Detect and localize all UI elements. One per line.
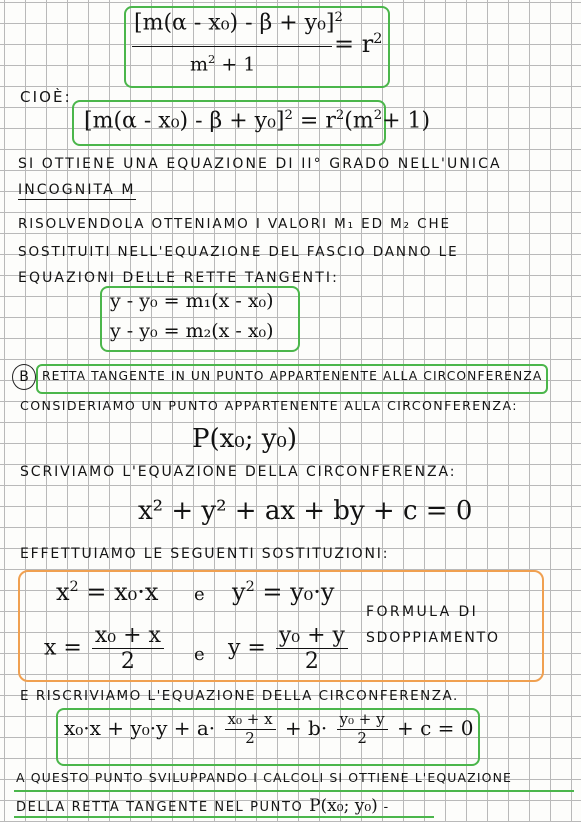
point-p: P(x₀; y₀) xyxy=(192,424,298,454)
write-equation-line: SCRIVIAMO L'EQUAZIONE DELLA CIRCONFERENZA: xyxy=(20,464,457,480)
formula-label-line-1: FORMULA DI xyxy=(366,604,479,620)
paragraph-1-line-1: SI OTTIENE UNA EQUAZIONE DI II° GRADO NELL'UNICA xyxy=(18,156,502,172)
top-equation-numerator: $[m(\alpha - x_0) - \beta + y_0]^2$ xyxy=(134,10,343,36)
conclusion-point: P(x₀; y₀) xyxy=(309,796,378,816)
substitutions-line: EFFETTUIAMO LE SEGUENTI SOSTITUZIONI: xyxy=(20,546,390,562)
paragraph-2-line-3: EQUAZIONI DELLE RETTE TANGENTI: xyxy=(18,270,339,286)
top-equation-fraction-bar xyxy=(132,46,332,47)
paragraph-2-line-1: RISOLVENDOLA OTTENIAMO I VALORI M₁ ED M₂ CHE xyxy=(18,216,451,232)
top-equation-denominator: $m^2 + 1$ xyxy=(190,52,256,76)
cioe-label: CIOÈ: xyxy=(20,88,72,106)
formula-label-line-2: SDOPPIAMENTO xyxy=(366,630,500,646)
substitution-y: y = $\frac{\text{y₀ + y}}{2}$ xyxy=(228,624,351,673)
substitution-and-1: e xyxy=(194,584,205,605)
section-b-title: RETTA TANGENTE IN UN PUNTO APPARTENENTE ALLA CIRCONFERENZA xyxy=(42,369,543,383)
conclusion-line-1: A QUESTO PUNTO SVILUPPANDO I CALCOLI SI OTTIENE L'EQUAZIONE xyxy=(16,770,513,785)
section-b-marker xyxy=(12,364,36,390)
consider-line: CONSIDERIAMO UN PUNTO APPARTENENTE ALLA CIRCONFERENZA: xyxy=(20,398,518,413)
conclusion-underline-2 xyxy=(14,816,434,818)
tangent-equation-1: y - y₀ = m₁(x - x₀) xyxy=(110,290,274,312)
paragraph-2-line-2: SOSTITUITI NELL'EQUAZIONE DEL FASCIO DANNO LE xyxy=(18,244,459,260)
substitution-x: x = $\frac{\text{x₀ + x}}{2}$ xyxy=(44,624,167,673)
top-equation-rhs: = $r^2$ xyxy=(334,30,383,58)
conclusion-underline-1 xyxy=(14,790,574,792)
substitution-and-2: e xyxy=(194,644,205,665)
circle-equation: x² + y² + ax + by + c = 0 xyxy=(138,496,473,526)
substitution-x-squared: $x^2 = x_0\cdot x$ xyxy=(56,578,159,606)
substitution-y-squared: $y^2 = y_0\cdot y$ xyxy=(232,578,335,606)
conclusion-line-2: DELLA RETTA TANGENTE NEL PUNTO P(x₀; y₀) - xyxy=(16,796,390,816)
cioe-equation: $[m(\alpha - x_0) - \beta + y_0]^2 = r^2(m^2+ 1)$ xyxy=(84,108,431,134)
final-equation: x₀·x + y₀·y + a· $\frac{\text{x₀ + x}}{2}$ + b· $\frac{\text{y₀ + y}}{2}$ + c = 0 xyxy=(64,710,474,747)
section-b-letter: B xyxy=(19,369,29,385)
tangent-equation-2: y - y₀ = m₂(x - x₀) xyxy=(110,320,274,342)
paragraph-1-line-2: INCOGNITA M xyxy=(18,182,136,198)
rewrite-line: E RISCRIVIAMO L'EQUAZIONE DELLA CIRCONFERENZA. xyxy=(20,688,459,704)
